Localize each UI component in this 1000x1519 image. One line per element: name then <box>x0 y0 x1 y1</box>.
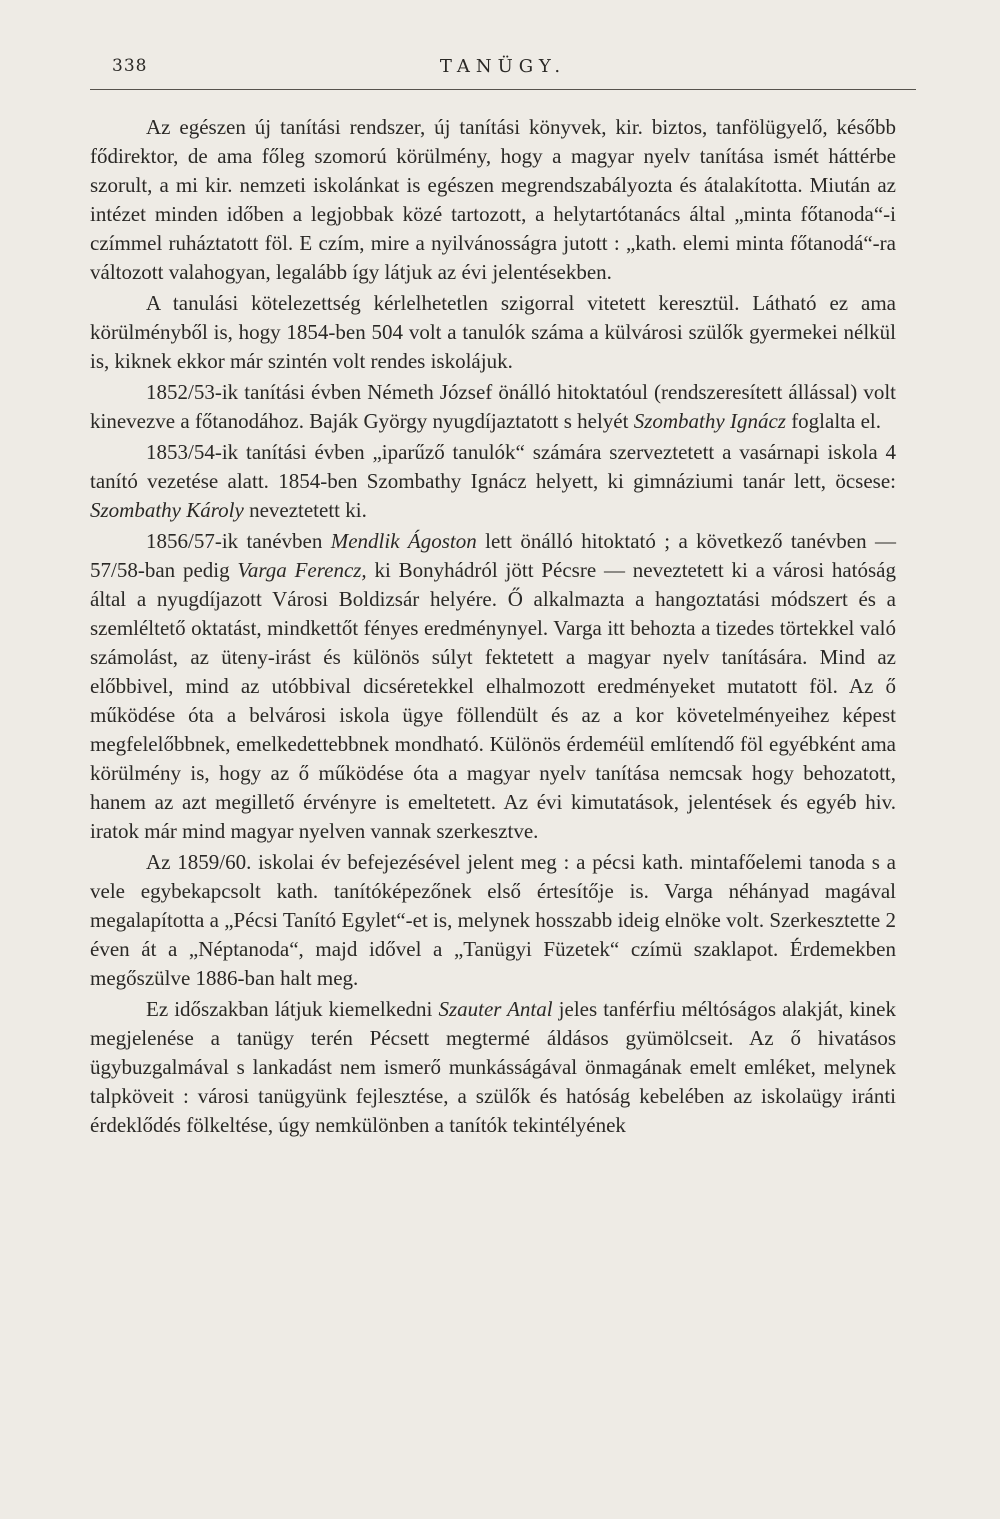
name-italic: Szauter Antal <box>438 997 553 1021</box>
text-run: Ez időszakban látjuk kiemelkedni <box>146 997 439 1021</box>
text-run: 1853/54-ik tanítási évben „iparűző tanulók“ számára szerveztetett a vasárnapi iskola 4 tanító vezetése alatt. 1854-ben Szombathy Ignácz helyett, ki gimnáziumi tanár lett, öcsese: <box>90 440 896 493</box>
paragraph-5 <box>90 527 896 846</box>
paragraph-1: Az egészen új tanítási rendszer, új tanítási könyvek, kir. biztos, tanfölügyelő, később fődirektor, de ama főleg szomorú körülmény, hogy a magyar nyelv tanítása ismét háttérbe szorult, a mi kir. nemzeti iskolánkat is egészen megrendszabályozta és átalakította. Miután az intézet minden időben a legjobbak közé tartozott, a helytartótanács által „minta főtanoda“-i czímmel ruháztatott föl. E czím, mire a nyilvánosságra jutott : „kath. elemi minta főtanodá“-ra változott valahogyan, legalább így látjuk az évi jelentésekben. <box>90 115 896 284</box>
text-run: lett önálló hitoktató ; a következő tanévben — 57/58-ban pedig <box>90 529 896 582</box>
paragraph-2: A tanulási kötelezettség kérlelhetetlen szigorral vitetett keresztül. Látható ez ama körülményből is, hogy 1854-ben 504 volt a tanulók száma a külvárosi szülők gyermekei nélkül is, kiknek ekkor már szintén volt rendes iskolájuk. <box>90 291 896 373</box>
body-text <box>90 113 896 1142</box>
text-run: foglalta el. <box>785 409 881 433</box>
name-italic: Szombathy Ignácz <box>633 409 786 433</box>
paragraph-6: Az 1859/60. iskolai év befejezésével jelent meg : a pécsi kath. mintafőelemi tanoda s a vele egybekapcsolt kath. tanítóképezőnek első értesítője is. Varga néhányad magával megalapította a „Pécsi Tanító Egylet“-et is, melynek hosszabb ideig elnöke volt. Szerkesztette 2 éven át a „Néptanoda“, majd idővel a „Tanügyi Füzetek“ czímü szaklapot. Érdemekben megőszülve 1886-ban halt meg. <box>90 850 896 990</box>
name-italic: Mendlik Ágoston <box>330 529 477 553</box>
paragraph-7 <box>90 995 896 1140</box>
text-run: jeles tanférfiu méltóságos alakját, kinek megjelenése a tanügy terén Pécsett megtermé áldásos gyümölcseit. Az ő hivatásos ügybuzgalmával s lankadást nem ismerő munkásságával önmagának emelt emléket, melynek talpköveit : városi tanügyünk fejlesztése, a szülők és hatóság kebelében az iskolaügy iránti érdeklődés fölkeltése, úgy nemkülönben a tanítók tekintélyének <box>90 997 896 1137</box>
text-run: 1852/53-ik tanítási évben Németh József önálló hitoktatóul (rendszeresített állással) volt kinevezve a főtanodához. Baják György nyugdíjaztatott s helyét <box>90 380 896 433</box>
paragraph-4 <box>90 438 896 525</box>
name-italic: Szombathy Károly <box>90 498 244 522</box>
header-rule <box>90 89 916 90</box>
running-head: TANÜGY. <box>439 56 567 77</box>
text-run: ki Bonyhádról jött Pécsre — neveztetett ki a városi hatóság által a nyugdíjazott Városi Boldizsár helyére. Ő alkalmazta a hangoztatási módszert és a szemléltető oktatást, mindkettőt fényes eredménynyel. Varga itt behozta a tizedes törtekkel való számolást, az üteny-irást és különös súlyt fektetett a magyar nyelv tanítására. Mind az előbbivel, mind az utóbbival dicséretekkel elhalmozott eredményeket mutatott föl. Az ő működése óta a belvárosi iskola ügye föllendült és az a kor követelményeihez képest megfelelőbbnek, emelkedettebbnek mondható. Különös érdeméül említendő föl egyébként ama körülmény is, hogy az ő működése óta a magyar nyelv tanítása nemcsak hogy behozatott, hanem az azt megillető érvényre is emeltetett. Az évi kimutatások, jelentések és egyéb hiv. iratok már mind magyar nyelven vannak szerkesztve. <box>90 558 896 843</box>
page-header <box>90 56 916 86</box>
page-number: 338 <box>112 56 148 76</box>
name-italic: Varga Ferencz, <box>237 558 367 582</box>
text-run: neveztetett ki. <box>243 498 367 522</box>
text-run: 1856/57-ik tanévben <box>146 529 331 553</box>
paragraph-3 <box>90 378 896 436</box>
